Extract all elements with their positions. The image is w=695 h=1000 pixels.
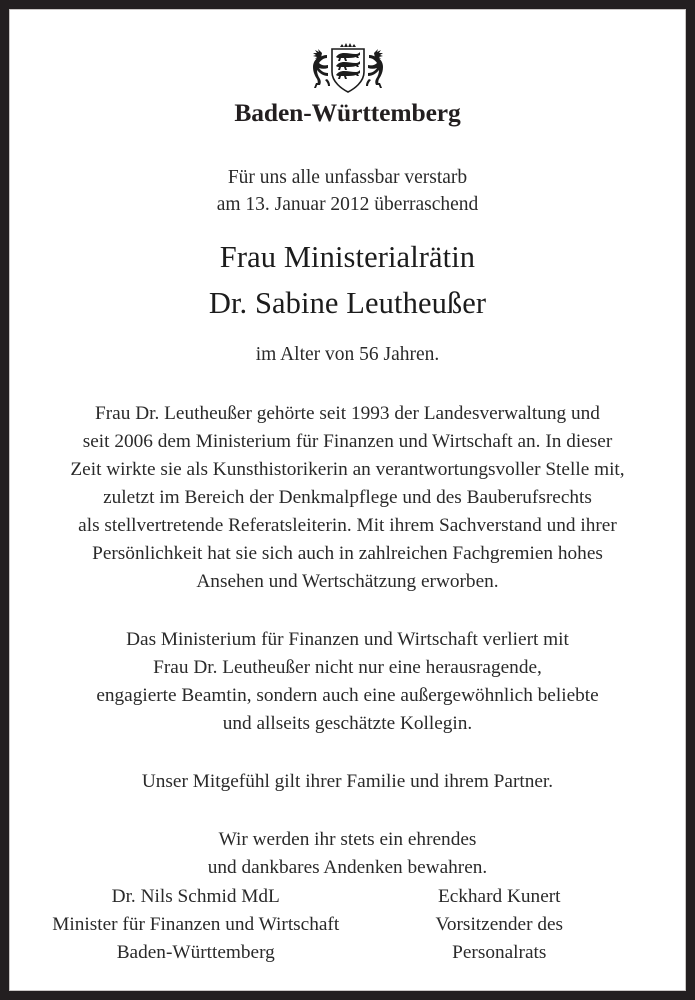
signature-row xyxy=(44,883,651,988)
memory-paragraph xyxy=(208,826,487,882)
deceased-age-line: im Alter von 56 Jahren. xyxy=(255,343,440,365)
biography-line: zuletzt im Bereich der Denkmalpflege und des Bauberufsrechts xyxy=(103,486,592,508)
intro-text xyxy=(217,164,479,219)
baden-wuerttemberg-coat-of-arms-icon xyxy=(296,40,400,96)
biography-line: Zeit wirkte sie als Kunsthistorikerin an verantwortungsvoller Stelle mit, xyxy=(70,458,625,480)
memory-line: Wir werden ihr stets ein ehrendes xyxy=(218,829,477,851)
signatory-role: Minister für Finanzen und Wirtschaft xyxy=(52,913,340,935)
signatory-org: Personalrats xyxy=(452,942,547,964)
biography-line: Frau Dr. Leutheußer gehörte seit 1993 der Landesverwaltung und xyxy=(95,402,600,424)
loss-paragraph xyxy=(96,626,598,738)
obituary-content xyxy=(10,10,685,990)
signatory-name: Eckhard Kunert xyxy=(437,885,561,907)
obituary-inner-rule xyxy=(9,9,686,991)
sympathy-paragraph xyxy=(142,768,553,796)
biography-line: als stellvertretende Referatsleiterin. Mit ihrem Sachverstand und ihrer xyxy=(78,514,617,536)
biography-line: Ansehen und Wertschätzung erworben. xyxy=(196,571,499,593)
memory-line: und dankbares Andenken bewahren. xyxy=(207,857,488,879)
loss-line: engagierte Beamtin, sondern auch eine außergewöhnlich beliebte xyxy=(96,685,599,707)
signatory-works-council xyxy=(348,883,652,968)
signatory-name: Dr. Nils Schmid MdL xyxy=(111,885,280,907)
loss-line: Das Ministerium für Finanzen und Wirtschaft verliert mit xyxy=(126,629,569,651)
biography-line: seit 2006 dem Ministerium für Finanzen und Wirtschaft an. In dieser xyxy=(82,430,613,452)
deceased-title: Frau Ministerialrätin xyxy=(219,240,476,275)
signatory-org: Baden-Württemberg xyxy=(116,942,275,964)
loss-line: und allseits geschätzte Kollegin. xyxy=(222,713,473,735)
signatory-minister xyxy=(44,883,348,968)
biography-paragraph xyxy=(70,400,624,596)
loss-line: Frau Dr. Leutheußer nicht nur eine herausragende, xyxy=(153,657,542,679)
deceased-block xyxy=(209,238,486,323)
signatory-role: Vorsitzender des xyxy=(435,913,564,935)
deceased-name: Dr. Sabine Leutheußer xyxy=(208,286,487,320)
state-wordmark: Baden-Württemberg xyxy=(234,98,461,127)
biography-line: Persönlichkeit hat sie sich auch in zahlreichen Fachgremien hohes xyxy=(92,542,603,564)
sympathy-line: Unser Mitgefühl gilt ihrer Familie und ihrem Partner. xyxy=(141,771,554,793)
state-emblem-block xyxy=(234,40,460,127)
intro-line-2: am 13. Januar 2012 überraschend xyxy=(216,194,479,216)
intro-line-1: Für uns alle unfassbar verstarb xyxy=(227,166,468,188)
